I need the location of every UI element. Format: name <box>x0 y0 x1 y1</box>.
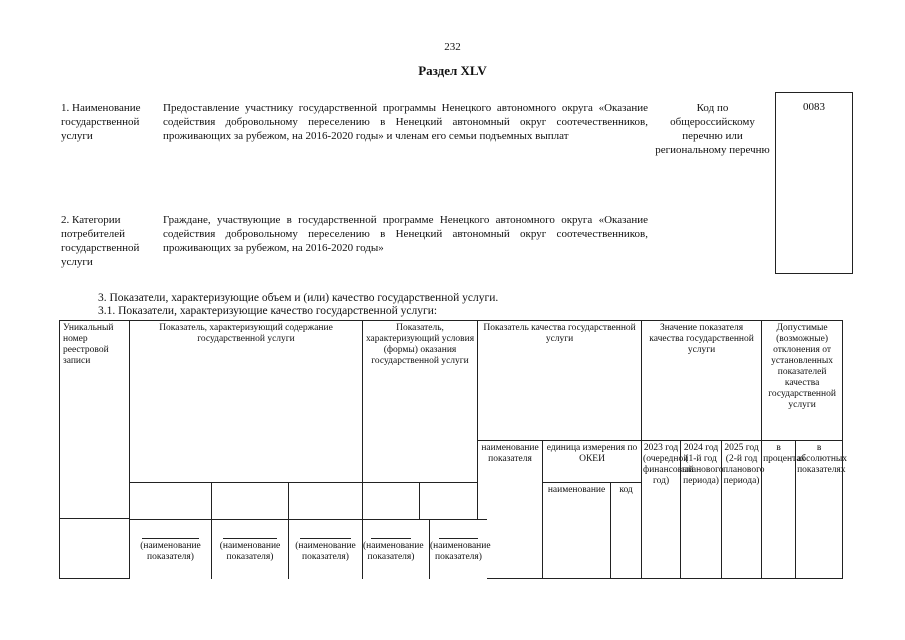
year-2023: 2023 год (очередной финансовый год) <box>642 441 681 579</box>
item2-text: Граждане, участвующие в государственной программе Ненецкого автономного округа «Оказание содействия добровольному переселению в Ненецкий автономный округ соотечественников, проживающих за рубежом, на 2016-2020 годы» <box>163 214 648 254</box>
placeholder-a: (наименование показателя) <box>140 541 201 562</box>
heading-3: 3. Показатели, характеризующие объем и (или) качество государственной услуги. <box>98 292 499 304</box>
item2-label: 2. Категории потребителей государственной услуги <box>61 214 140 268</box>
placeholder-c: (наименование показателя) <box>295 541 356 562</box>
page-number: 232 <box>444 41 461 53</box>
year-2025: 2025 год (2-й год планового периода) <box>722 441 762 579</box>
code-label: Код по общероссийскому перечню или региональному перечню <box>655 102 770 156</box>
placeholder-cell <box>362 520 424 579</box>
empty-cell <box>60 519 130 579</box>
col-content-indicator: Показатель, характеризующий содержание государственной услуги <box>130 321 363 483</box>
col-unique-number: Уникальный номер реестровой записи <box>60 321 130 519</box>
placeholder-cell <box>211 520 288 579</box>
col-conditions-indicator: Показатель, характеризующий условия (формы) оказания государственной услуги <box>363 321 478 483</box>
placeholder-cell <box>129 520 211 579</box>
placeholder-cell <box>429 519 491 579</box>
item1-text: Предоставление участнику государственной программы Ненецкого автономного округа «Оказание содействия добровольному переселению в Ненецкий автономный округ соотечественников, проживающих за рубежом, на 2016-2020 годы» и членам его семьи подъемных выплат <box>163 102 648 142</box>
content-placeholder-row <box>129 519 433 579</box>
year-2024: 2024 год (1-й год планового периода) <box>681 441 722 579</box>
item1-label: 1. Наименование государственной услуги <box>61 102 141 142</box>
placeholder-e: (наименование показателя) <box>430 541 491 562</box>
code-value: 0083 <box>803 101 825 113</box>
placeholder-cell <box>288 520 362 579</box>
sub-indicator-name: наименование показателя <box>478 441 543 579</box>
dev-absolute: в абсолютных показателях <box>796 441 843 579</box>
code-box <box>775 92 853 274</box>
sub-unit-name: наименование <box>543 483 611 579</box>
col-quality-indicator: Показатель качества государственной услуги <box>478 321 642 441</box>
placeholder-b: (наименование показателя) <box>219 541 281 562</box>
sub-unit-okei: единица измерения по ОКЕИ <box>543 441 642 483</box>
col-indicator-values: Значение показателя качества государственной услуги <box>642 321 762 441</box>
placeholder-d: (наименование показателя) <box>363 541 424 562</box>
dev-percent: в процентах <box>762 441 796 579</box>
heading-3-1: 3.1. Показатели, характеризующие качество государственной услуги: <box>98 305 438 317</box>
col-deviations: Допустимые (возможные) отклонения от установленных показателей качества государственной услуги <box>762 321 843 441</box>
section-title: Раздел XLV <box>418 63 487 78</box>
sub-unit-code: код <box>611 483 642 579</box>
